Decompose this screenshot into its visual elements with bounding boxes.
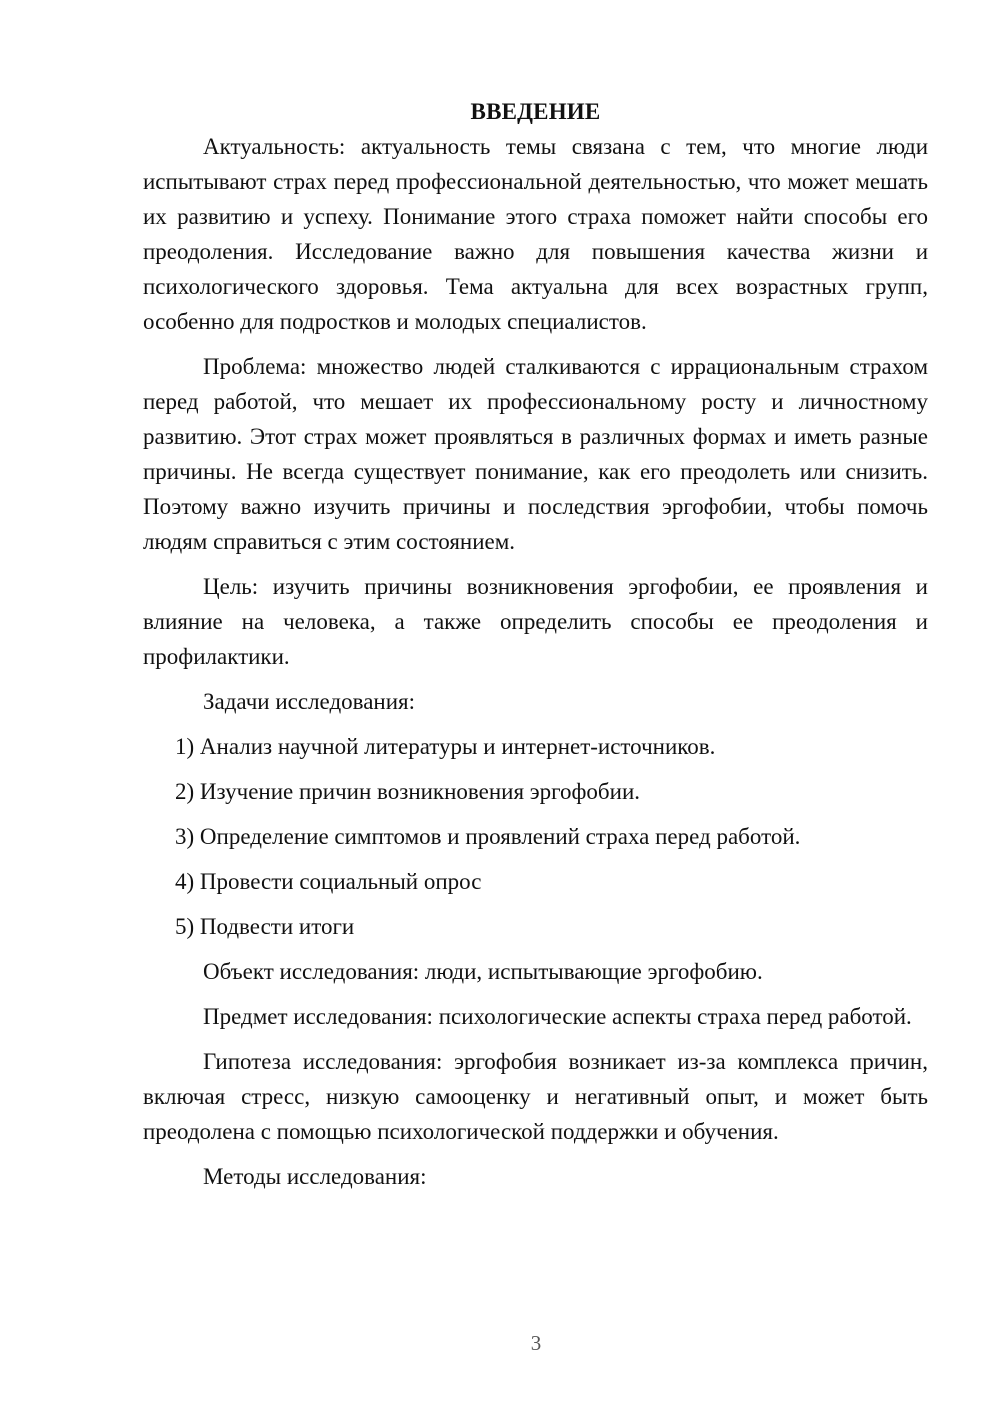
task-item: 1) Анализ научной литературы и интернет-источников.: [175, 734, 716, 759]
paragraph-relevance: Актуальность: актуальность темы связана с тем, что многие люди испытывают страх перед профессиональной деятельностью, что может мешать их развитию и успеху. Понимание этого страха поможет найти способы его преодоления. Исследование важно для повышения качества жизни и психологического здоровья. Тема актуальна для всех возрастных групп, особенно для подростков и молодых специалистов.: [143, 134, 928, 334]
task-item: 4) Провести социальный опрос: [175, 869, 482, 894]
paragraph-problem: Проблема: множество людей сталкиваются с иррациональным страхом перед работой, что мешает их профессиональному росту и личностному развитию. Этот страх может проявляться в различных формах и иметь разные причины. Не всегда существует понимание, как его преодолеть или снизить. Поэтому важно изучить причины и последствия эргофобии, чтобы помочь людям справиться с этим состоянием.: [143, 354, 928, 554]
paragraph-hypothesis: Гипотеза исследования: эргофобия возникает из-за комплекса причин, включая стресс, низкую самооценку и негативный опыт, и может быть преодолена с помощью психологической поддержки и обучения.: [143, 1049, 928, 1144]
paragraph-goal: Цель: изучить причины возникновения эргофобии, ее проявления и влияние на человека, а также определить способы ее преодоления и профилактики.: [143, 574, 928, 669]
page-number: 3: [530, 1331, 542, 1355]
section-title: ВВЕДЕНИЕ: [470, 99, 601, 124]
page-content: [143, 94, 928, 1204]
paragraph-methods: Методы исследования:: [203, 1164, 427, 1189]
task-item: 3) Определение симптомов и проявлений страха перед работой.: [175, 824, 801, 849]
task-item: 5) Подвести итоги: [175, 914, 355, 939]
paragraph-subject: Предмет исследования: психологические аспекты страха перед работой.: [203, 1004, 912, 1029]
paragraph-object: Объект исследования: люди, испытывающие эргофобию.: [203, 959, 763, 984]
paragraph-tasks-heading: Задачи исследования:: [203, 689, 416, 714]
task-item: 2) Изучение причин возникновения эргофобии.: [175, 779, 640, 804]
